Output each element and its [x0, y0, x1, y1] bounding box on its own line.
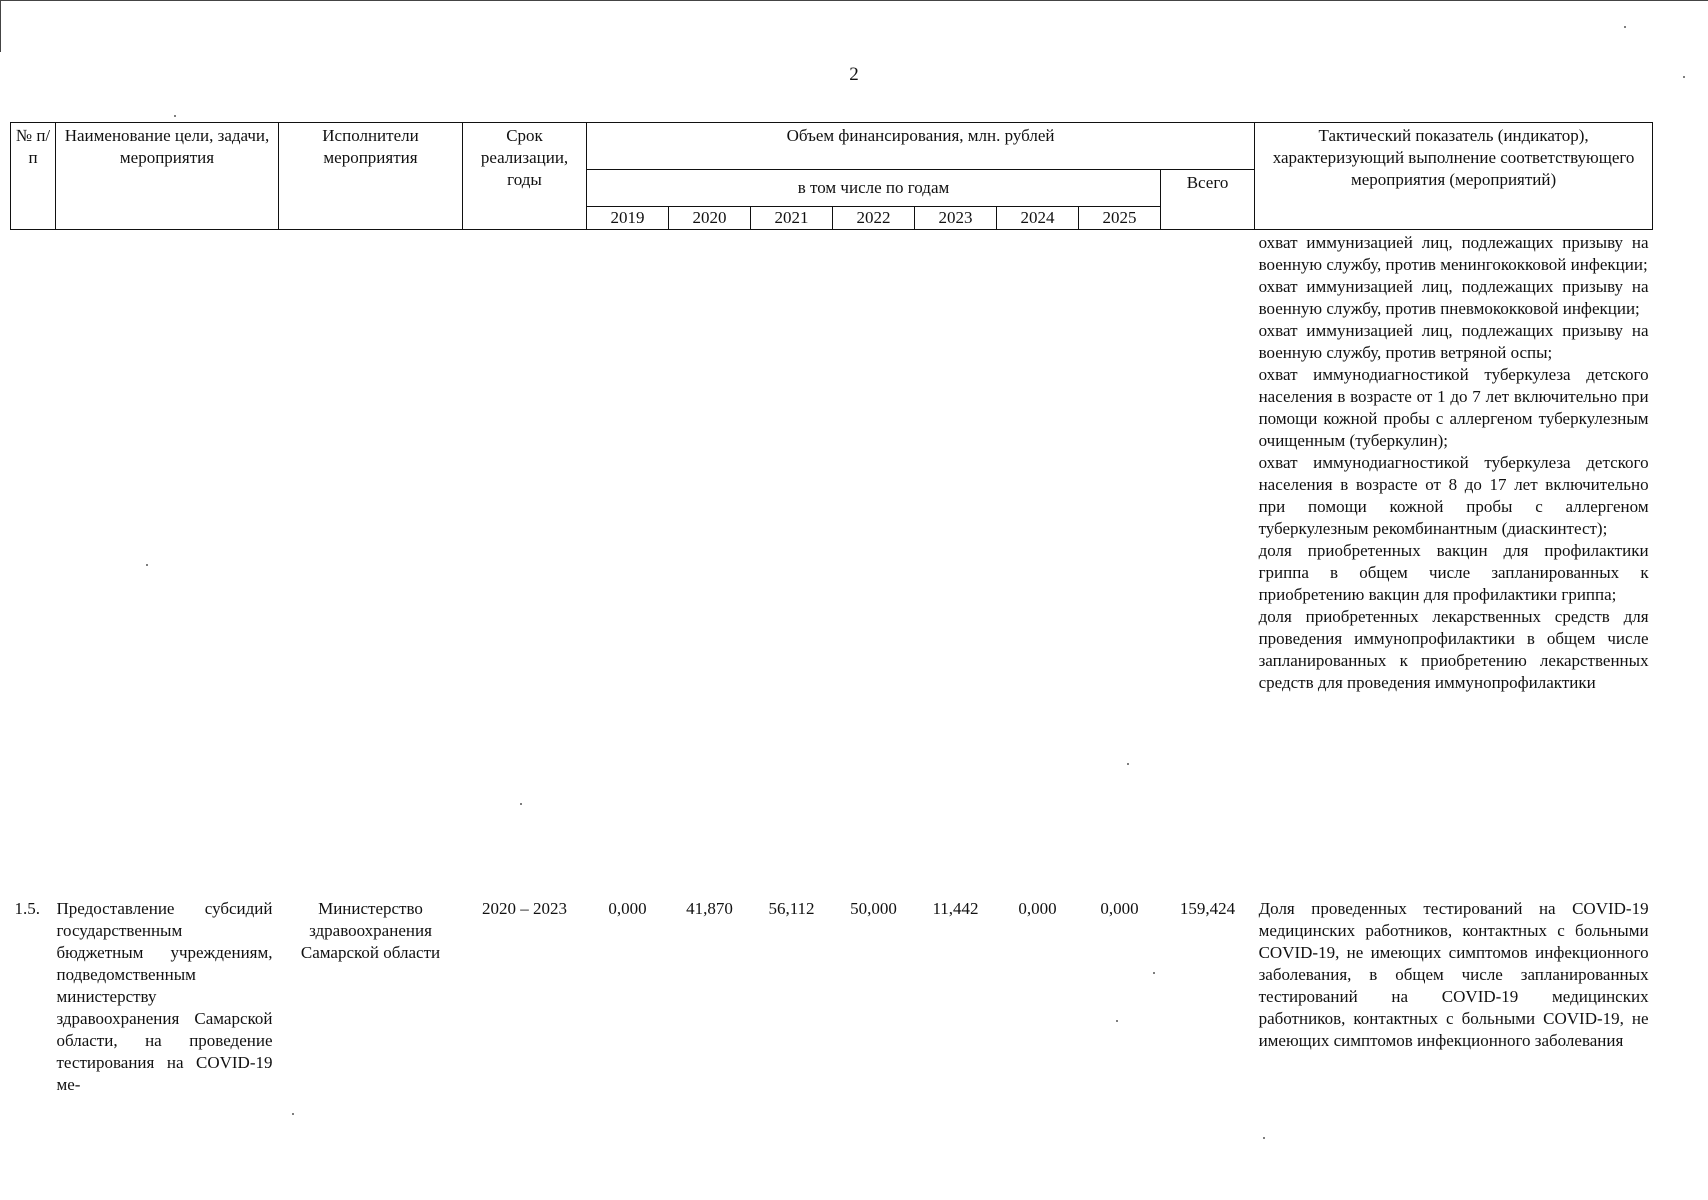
- value-2020: 41,870: [686, 899, 733, 918]
- row-number: 1.5.: [14, 899, 40, 918]
- indicator-text: Доля проведенных тестирований на COVID-19 медицинских работников, контактных с больными COVID-19, не имеющих симптомов инфекционного заболевания, в общем числе запланированных тестирований на COVID-19 медицинских работников, контактных с больными COVID-19, не имеющих симптомов инфекционного заболевания: [1258, 899, 1649, 1050]
- header-name: Наименование цели, задачи, мероприятия: [56, 123, 279, 230]
- period: 2020 – 2023: [482, 899, 567, 918]
- header-year-2019: 2019: [587, 207, 669, 230]
- scan-left-edge: [0, 0, 1, 52]
- value-2021: 56,112: [768, 899, 815, 918]
- table-header: [11, 123, 1653, 230]
- header-indicator: Тактический показатель (индикатор), характеризующий выполнение соответствующего мероприятия (мероприятий): [1255, 123, 1653, 230]
- header-funding: Объем финансирования, млн. рублей: [587, 123, 1255, 170]
- scan-top-edge: [0, 0, 1708, 1]
- header-executor: Исполнители мероприятия: [279, 123, 463, 230]
- header-total: Всего: [1161, 170, 1255, 230]
- header-by-years: в том числе по годам: [587, 170, 1161, 207]
- indicator-item: доля приобретенных вакцин для профилактики гриппа в общем числе запланированных к приобретению вакцин для профилактики гриппа;: [1258, 541, 1649, 604]
- table-row-1-5: [11, 876, 1653, 1096]
- header-no: № п/п: [11, 123, 56, 230]
- header-year-2023: 2023: [915, 207, 997, 230]
- value-total: 159,424: [1179, 899, 1236, 918]
- value-2023: 11,442: [932, 899, 979, 918]
- indicator-item: охват иммунодиагностикой туберкулеза детского населения в возрасте от 1 до 7 лет включительно при помощи кожной пробы с аллергеном туберкулезным очищенным (туберкулин);: [1258, 365, 1649, 450]
- indicator-item: охват иммунизацией лиц, подлежащих призыву на военную службу, против менингококковой инфекции;: [1258, 233, 1649, 274]
- indicator-item: охват иммунодиагностикой туберкулеза детского населения в возрасте от 8 до 17 лет включительно при помощи кожной пробы с аллергеном туберкулезным рекомбинантным (диаскинтест);: [1258, 453, 1649, 538]
- empty-cells: [11, 230, 1255, 877]
- executor: Министерство здравоохранения Самарской области: [300, 899, 441, 962]
- scan-speck: [292, 1113, 294, 1115]
- value-2022: 50,000: [850, 899, 897, 918]
- header-year-2021: 2021: [751, 207, 833, 230]
- header-period: Срок реализации, годы: [463, 123, 587, 230]
- indicator-item: доля приобретенных лекарственных средств для проведения иммунопрофилактики в общем числе запланированных к приобретению лекарственных средств для проведения иммунопрофилактики: [1258, 607, 1649, 692]
- scan-speck: [1624, 26, 1626, 28]
- header-year-2025: 2025: [1079, 207, 1161, 230]
- scan-speck: [1127, 763, 1129, 765]
- continuation-indicators: [1255, 230, 1653, 877]
- value-2019: 0,000: [608, 899, 647, 918]
- header-year-2024: 2024: [997, 207, 1079, 230]
- measure-name: Предоставление субсидий государственным бюджетным учреждениям, подведомственным министерству здравоохранения Самарской области, на проведение тестирования на COVID-19 ме-: [56, 899, 273, 1094]
- scan-speck: [1153, 972, 1155, 974]
- header-year-2020: 2020: [669, 207, 751, 230]
- value-2025: 0,000: [1100, 899, 1139, 918]
- scan-speck: [146, 564, 148, 566]
- scan-speck: [1263, 1137, 1265, 1139]
- page-number: 2: [849, 64, 859, 85]
- funding-table: [10, 122, 1653, 1096]
- scan-speck: [520, 803, 522, 805]
- scan-speck: [174, 115, 176, 117]
- scan-speck: [1116, 1020, 1118, 1022]
- table-row-continuation: [11, 230, 1653, 877]
- indicator-item: охват иммунизацией лиц, подлежащих призыву на военную службу, против пневмококковой инфекции;: [1258, 277, 1649, 318]
- value-2024: 0,000: [1018, 899, 1057, 918]
- indicator-item: охват иммунизацией лиц, подлежащих призыву на военную службу, против ветряной оспы;: [1258, 321, 1649, 362]
- scan-speck: [1683, 76, 1685, 78]
- header-year-2022: 2022: [833, 207, 915, 230]
